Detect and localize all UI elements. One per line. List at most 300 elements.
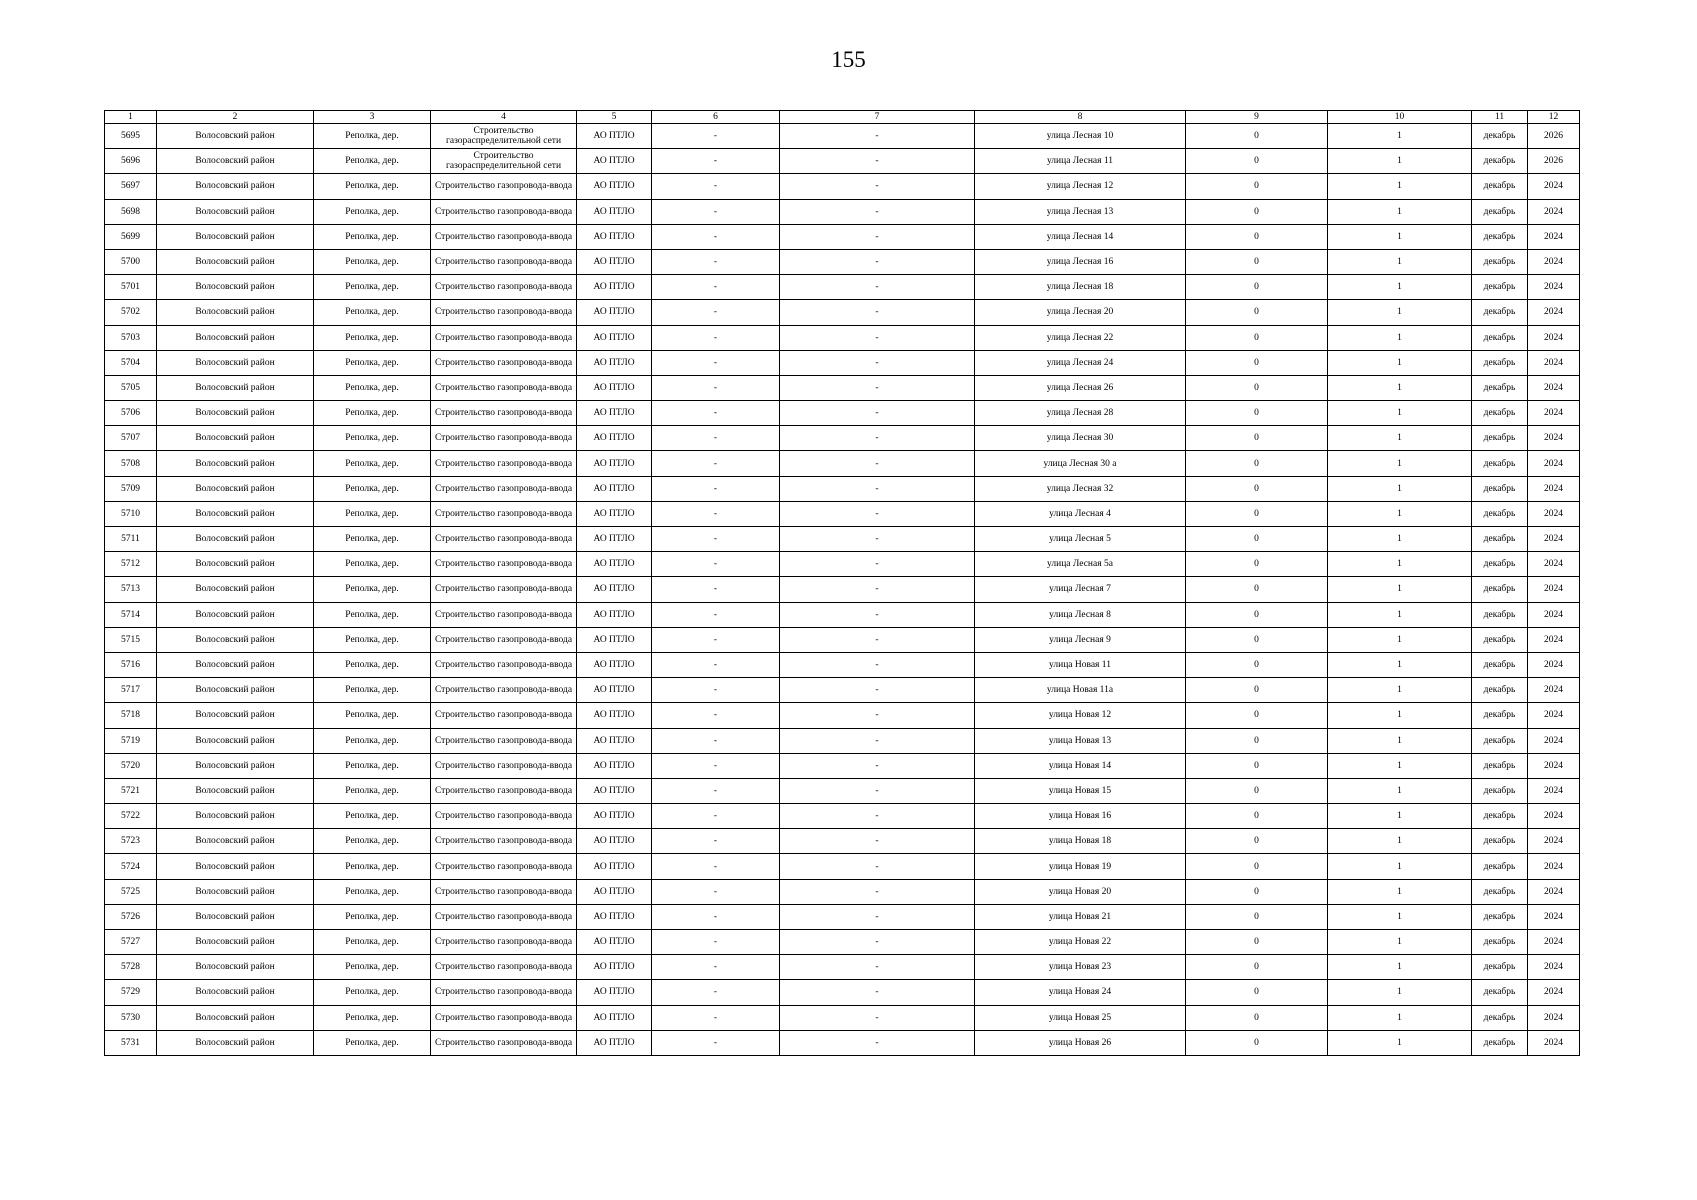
cell-year: 2024 xyxy=(1528,854,1580,879)
cell-field-6: - xyxy=(652,199,780,224)
table-row xyxy=(105,778,1580,803)
cell-value-10: 1 xyxy=(1328,577,1472,602)
cell-settlement: Реполка, дер. xyxy=(314,1005,431,1030)
cell-year: 2024 xyxy=(1528,652,1580,677)
cell-work-type: Строительство газопровода-ввода xyxy=(431,1030,577,1055)
cell-work-type: Строительство газопровода-ввода xyxy=(431,401,577,426)
cell-value-10: 1 xyxy=(1328,904,1472,929)
cell-field-7: - xyxy=(780,476,975,501)
cell-organization: АО ПТЛО xyxy=(577,275,652,300)
cell-value-10: 1 xyxy=(1328,602,1472,627)
cell-row-number: 5731 xyxy=(105,1030,157,1055)
cell-year: 2024 xyxy=(1528,375,1580,400)
cell-work-type: Строительство газопровода-ввода xyxy=(431,224,577,249)
cell-field-6: - xyxy=(652,1030,780,1055)
cell-address: улица Новая 19 xyxy=(975,854,1186,879)
cell-settlement: Реполка, дер. xyxy=(314,149,431,174)
table-row xyxy=(105,930,1580,955)
cell-work-type: Строительство газопровода-ввода xyxy=(431,602,577,627)
cell-organization: АО ПТЛО xyxy=(577,778,652,803)
cell-settlement: Реполка, дер. xyxy=(314,501,431,526)
cell-year: 2024 xyxy=(1528,350,1580,375)
cell-field-7: - xyxy=(780,703,975,728)
cell-value-10: 1 xyxy=(1328,224,1472,249)
cell-district: Волосовский район xyxy=(157,527,314,552)
cell-work-type: Строительство газопровода-ввода xyxy=(431,451,577,476)
cell-work-type: Строительство газопровода-ввода xyxy=(431,829,577,854)
cell-address: улица Новая 13 xyxy=(975,728,1186,753)
column-header-2: 2 xyxy=(157,111,314,124)
cell-row-number: 5709 xyxy=(105,476,157,501)
cell-value-9: 0 xyxy=(1186,980,1328,1005)
cell-month: декабрь xyxy=(1472,703,1528,728)
cell-settlement: Реполка, дер. xyxy=(314,753,431,778)
cell-work-type: Строительство газопровода-ввода xyxy=(431,577,577,602)
cell-row-number: 5728 xyxy=(105,955,157,980)
cell-district: Волосовский район xyxy=(157,401,314,426)
cell-address: улица Лесная 10 xyxy=(975,124,1186,149)
cell-work-type: Строительство газопровода-ввода xyxy=(431,703,577,728)
cell-work-type: Строительство газопровода-ввода xyxy=(431,1005,577,1030)
table-row xyxy=(105,1030,1580,1055)
cell-value-9: 0 xyxy=(1186,224,1328,249)
cell-work-type: Строительство газопровода-ввода xyxy=(431,904,577,929)
cell-district: Волосовский район xyxy=(157,149,314,174)
cell-month: декабрь xyxy=(1472,325,1528,350)
cell-month: декабрь xyxy=(1472,577,1528,602)
cell-district: Волосовский район xyxy=(157,652,314,677)
cell-field-7: - xyxy=(780,955,975,980)
cell-organization: АО ПТЛО xyxy=(577,451,652,476)
cell-month: декабрь xyxy=(1472,904,1528,929)
cell-month: декабрь xyxy=(1472,678,1528,703)
cell-address: улица Лесная 7 xyxy=(975,577,1186,602)
cell-value-9: 0 xyxy=(1186,879,1328,904)
cell-settlement: Реполка, дер. xyxy=(314,401,431,426)
cell-month: декабрь xyxy=(1472,627,1528,652)
cell-address: улица Новая 23 xyxy=(975,955,1186,980)
cell-address: улица Лесная 30 а xyxy=(975,451,1186,476)
cell-month: декабрь xyxy=(1472,275,1528,300)
cell-field-7: - xyxy=(780,249,975,274)
cell-value-9: 0 xyxy=(1186,501,1328,526)
cell-settlement: Реполка, дер. xyxy=(314,325,431,350)
cell-district: Волосовский район xyxy=(157,854,314,879)
cell-year: 2024 xyxy=(1528,552,1580,577)
cell-organization: АО ПТЛО xyxy=(577,325,652,350)
cell-value-10: 1 xyxy=(1328,124,1472,149)
cell-row-number: 5697 xyxy=(105,174,157,199)
column-header-11: 11 xyxy=(1472,111,1528,124)
cell-district: Волосовский район xyxy=(157,224,314,249)
cell-organization: АО ПТЛО xyxy=(577,149,652,174)
table-row xyxy=(105,325,1580,350)
cell-value-9: 0 xyxy=(1186,703,1328,728)
cell-work-type: Строительство газопровода-ввода xyxy=(431,955,577,980)
cell-address: улица Новая 26 xyxy=(975,1030,1186,1055)
cell-row-number: 5720 xyxy=(105,753,157,778)
cell-district: Волосовский район xyxy=(157,728,314,753)
cell-district: Волосовский район xyxy=(157,804,314,829)
cell-value-9: 0 xyxy=(1186,174,1328,199)
cell-value-10: 1 xyxy=(1328,375,1472,400)
cell-organization: АО ПТЛО xyxy=(577,678,652,703)
table-row xyxy=(105,249,1580,274)
cell-settlement: Реполка, дер. xyxy=(314,476,431,501)
cell-field-6: - xyxy=(652,401,780,426)
cell-month: декабрь xyxy=(1472,476,1528,501)
cell-organization: АО ПТЛО xyxy=(577,224,652,249)
column-header-1: 1 xyxy=(105,111,157,124)
cell-address: улица Лесная 5а xyxy=(975,552,1186,577)
cell-value-10: 1 xyxy=(1328,552,1472,577)
column-header-7: 7 xyxy=(780,111,975,124)
cell-value-9: 0 xyxy=(1186,249,1328,274)
cell-field-7: - xyxy=(780,224,975,249)
cell-value-10: 1 xyxy=(1328,627,1472,652)
cell-organization: АО ПТЛО xyxy=(577,426,652,451)
cell-settlement: Реполка, дер. xyxy=(314,602,431,627)
cell-field-6: - xyxy=(652,829,780,854)
cell-organization: АО ПТЛО xyxy=(577,401,652,426)
cell-month: декабрь xyxy=(1472,124,1528,149)
table-row xyxy=(105,703,1580,728)
cell-settlement: Реполка, дер. xyxy=(314,728,431,753)
cell-address: улица Новая 22 xyxy=(975,930,1186,955)
cell-field-6: - xyxy=(652,753,780,778)
cell-row-number: 5726 xyxy=(105,904,157,929)
cell-field-7: - xyxy=(780,124,975,149)
cell-month: декабрь xyxy=(1472,401,1528,426)
cell-year: 2024 xyxy=(1528,174,1580,199)
cell-field-7: - xyxy=(780,804,975,829)
cell-address: улица Лесная 28 xyxy=(975,401,1186,426)
cell-work-type: Строительство газопровода-ввода xyxy=(431,854,577,879)
cell-value-10: 1 xyxy=(1328,527,1472,552)
cell-field-7: - xyxy=(780,375,975,400)
cell-field-7: - xyxy=(780,652,975,677)
cell-field-7: - xyxy=(780,930,975,955)
table-row xyxy=(105,879,1580,904)
cell-field-6: - xyxy=(652,527,780,552)
cell-settlement: Реполка, дер. xyxy=(314,124,431,149)
cell-value-10: 1 xyxy=(1328,249,1472,274)
cell-year: 2026 xyxy=(1528,149,1580,174)
cell-district: Волосовский район xyxy=(157,904,314,929)
cell-month: декабрь xyxy=(1472,728,1528,753)
cell-row-number: 5718 xyxy=(105,703,157,728)
cell-value-10: 1 xyxy=(1328,854,1472,879)
cell-address: улица Лесная 24 xyxy=(975,350,1186,375)
cell-settlement: Реполка, дер. xyxy=(314,350,431,375)
cell-row-number: 5727 xyxy=(105,930,157,955)
cell-field-6: - xyxy=(652,375,780,400)
cell-field-6: - xyxy=(652,577,780,602)
table-row xyxy=(105,753,1580,778)
table-row xyxy=(105,552,1580,577)
cell-field-7: - xyxy=(780,753,975,778)
cell-district: Волосовский район xyxy=(157,577,314,602)
cell-value-10: 1 xyxy=(1328,300,1472,325)
cell-month: декабрь xyxy=(1472,527,1528,552)
cell-work-type: Строительство газопровода-ввода xyxy=(431,678,577,703)
cell-value-9: 0 xyxy=(1186,627,1328,652)
column-header-row-group xyxy=(105,111,1580,124)
cell-value-9: 0 xyxy=(1186,1030,1328,1055)
cell-district: Волосовский район xyxy=(157,1030,314,1055)
cell-value-10: 1 xyxy=(1328,350,1472,375)
cell-district: Волосовский район xyxy=(157,1005,314,1030)
cell-year: 2024 xyxy=(1528,980,1580,1005)
cell-value-10: 1 xyxy=(1328,1030,1472,1055)
cell-value-10: 1 xyxy=(1328,325,1472,350)
cell-value-9: 0 xyxy=(1186,275,1328,300)
cell-field-6: - xyxy=(652,249,780,274)
cell-field-7: - xyxy=(780,854,975,879)
cell-organization: АО ПТЛО xyxy=(577,300,652,325)
cell-year: 2024 xyxy=(1528,678,1580,703)
cell-organization: АО ПТЛО xyxy=(577,703,652,728)
cell-settlement: Реполка, дер. xyxy=(314,703,431,728)
cell-work-type: Строительство газопровода-ввода xyxy=(431,325,577,350)
cell-year: 2024 xyxy=(1528,577,1580,602)
cell-year: 2026 xyxy=(1528,124,1580,149)
cell-month: декабрь xyxy=(1472,1030,1528,1055)
cell-value-9: 0 xyxy=(1186,426,1328,451)
cell-year: 2024 xyxy=(1528,753,1580,778)
cell-year: 2024 xyxy=(1528,275,1580,300)
cell-address: улица Новая 12 xyxy=(975,703,1186,728)
cell-work-type: Строительство газопровода-ввода xyxy=(431,980,577,1005)
cell-month: декабрь xyxy=(1472,199,1528,224)
cell-field-7: - xyxy=(780,904,975,929)
cell-settlement: Реполка, дер. xyxy=(314,627,431,652)
cell-year: 2024 xyxy=(1528,930,1580,955)
table-row xyxy=(105,980,1580,1005)
cell-field-6: - xyxy=(652,778,780,803)
cell-value-10: 1 xyxy=(1328,174,1472,199)
cell-year: 2024 xyxy=(1528,426,1580,451)
cell-field-7: - xyxy=(780,1030,975,1055)
cell-settlement: Реполка, дер. xyxy=(314,375,431,400)
cell-work-type: Строительство газораспределительной сети xyxy=(431,124,577,149)
table-row xyxy=(105,728,1580,753)
cell-field-7: - xyxy=(780,778,975,803)
table-row xyxy=(105,678,1580,703)
cell-year: 2024 xyxy=(1528,249,1580,274)
cell-settlement: Реполка, дер. xyxy=(314,174,431,199)
cell-settlement: Реполка, дер. xyxy=(314,224,431,249)
cell-field-6: - xyxy=(652,1005,780,1030)
cell-month: декабрь xyxy=(1472,350,1528,375)
cell-value-9: 0 xyxy=(1186,451,1328,476)
cell-row-number: 5699 xyxy=(105,224,157,249)
cell-field-6: - xyxy=(652,904,780,929)
cell-value-9: 0 xyxy=(1186,527,1328,552)
cell-field-7: - xyxy=(780,577,975,602)
cell-month: декабрь xyxy=(1472,552,1528,577)
cell-address: улица Новая 11 xyxy=(975,652,1186,677)
column-header-5: 5 xyxy=(577,111,652,124)
cell-organization: АО ПТЛО xyxy=(577,829,652,854)
cell-settlement: Реполка, дер. xyxy=(314,804,431,829)
cell-value-10: 1 xyxy=(1328,678,1472,703)
cell-field-6: - xyxy=(652,426,780,451)
cell-work-type: Строительство газопровода-ввода xyxy=(431,174,577,199)
cell-organization: АО ПТЛО xyxy=(577,249,652,274)
cell-value-10: 1 xyxy=(1328,1005,1472,1030)
cell-organization: АО ПТЛО xyxy=(577,552,652,577)
cell-work-type: Строительство газопровода-ввода xyxy=(431,753,577,778)
cell-field-7: - xyxy=(780,678,975,703)
cell-value-10: 1 xyxy=(1328,753,1472,778)
cell-district: Волосовский район xyxy=(157,426,314,451)
cell-settlement: Реполка, дер. xyxy=(314,980,431,1005)
cell-district: Волосовский район xyxy=(157,955,314,980)
cell-field-6: - xyxy=(652,627,780,652)
table-row xyxy=(105,451,1580,476)
cell-field-6: - xyxy=(652,652,780,677)
cell-value-10: 1 xyxy=(1328,804,1472,829)
cell-year: 2024 xyxy=(1528,401,1580,426)
cell-field-6: - xyxy=(652,955,780,980)
cell-year: 2024 xyxy=(1528,527,1580,552)
cell-address: улица Новая 15 xyxy=(975,778,1186,803)
cell-organization: АО ПТЛО xyxy=(577,577,652,602)
cell-value-9: 0 xyxy=(1186,476,1328,501)
cell-value-9: 0 xyxy=(1186,325,1328,350)
cell-value-10: 1 xyxy=(1328,778,1472,803)
cell-value-9: 0 xyxy=(1186,904,1328,929)
cell-row-number: 5705 xyxy=(105,375,157,400)
cell-work-type: Строительство газопровода-ввода xyxy=(431,728,577,753)
cell-organization: АО ПТЛО xyxy=(577,879,652,904)
cell-settlement: Реполка, дер. xyxy=(314,451,431,476)
cell-district: Волосовский район xyxy=(157,753,314,778)
cell-month: декабрь xyxy=(1472,224,1528,249)
table-row xyxy=(105,829,1580,854)
table-row xyxy=(105,854,1580,879)
table-body xyxy=(105,124,1580,1056)
cell-value-10: 1 xyxy=(1328,955,1472,980)
cell-address: улица Лесная 18 xyxy=(975,275,1186,300)
cell-row-number: 5700 xyxy=(105,249,157,274)
cell-settlement: Реполка, дер. xyxy=(314,678,431,703)
cell-address: улица Новая 11а xyxy=(975,678,1186,703)
cell-address: улица Лесная 32 xyxy=(975,476,1186,501)
cell-work-type: Строительство газопровода-ввода xyxy=(431,527,577,552)
cell-field-7: - xyxy=(780,879,975,904)
cell-district: Волосовский район xyxy=(157,980,314,1005)
cell-month: декабрь xyxy=(1472,804,1528,829)
cell-address: улица Новая 20 xyxy=(975,879,1186,904)
cell-organization: АО ПТЛО xyxy=(577,728,652,753)
cell-year: 2024 xyxy=(1528,1030,1580,1055)
cell-district: Волосовский район xyxy=(157,930,314,955)
cell-work-type: Строительство газопровода-ввода xyxy=(431,375,577,400)
cell-organization: АО ПТЛО xyxy=(577,501,652,526)
cell-row-number: 5710 xyxy=(105,501,157,526)
table-row xyxy=(105,955,1580,980)
cell-settlement: Реполка, дер. xyxy=(314,577,431,602)
cell-organization: АО ПТЛО xyxy=(577,375,652,400)
cell-value-9: 0 xyxy=(1186,149,1328,174)
cell-settlement: Реполка, дер. xyxy=(314,930,431,955)
cell-value-9: 0 xyxy=(1186,375,1328,400)
cell-month: декабрь xyxy=(1472,955,1528,980)
cell-month: декабрь xyxy=(1472,879,1528,904)
cell-district: Волосовский район xyxy=(157,602,314,627)
cell-year: 2024 xyxy=(1528,501,1580,526)
cell-row-number: 5730 xyxy=(105,1005,157,1030)
cell-row-number: 5714 xyxy=(105,602,157,627)
cell-row-number: 5702 xyxy=(105,300,157,325)
cell-row-number: 5708 xyxy=(105,451,157,476)
cell-organization: АО ПТЛО xyxy=(577,804,652,829)
cell-field-6: - xyxy=(652,124,780,149)
cell-district: Волосовский район xyxy=(157,325,314,350)
cell-organization: АО ПТЛО xyxy=(577,955,652,980)
cell-address: улица Лесная 9 xyxy=(975,627,1186,652)
cell-address: улица Новая 16 xyxy=(975,804,1186,829)
cell-settlement: Реполка, дер. xyxy=(314,904,431,929)
cell-value-9: 0 xyxy=(1186,652,1328,677)
cell-value-9: 0 xyxy=(1186,350,1328,375)
cell-month: декабрь xyxy=(1472,753,1528,778)
cell-month: декабрь xyxy=(1472,854,1528,879)
cell-settlement: Реполка, дер. xyxy=(314,199,431,224)
table-row xyxy=(105,602,1580,627)
cell-district: Волосовский район xyxy=(157,829,314,854)
cell-work-type: Строительство газопровода-ввода xyxy=(431,879,577,904)
cell-row-number: 5724 xyxy=(105,854,157,879)
cell-value-9: 0 xyxy=(1186,804,1328,829)
cell-year: 2024 xyxy=(1528,476,1580,501)
cell-field-6: - xyxy=(652,930,780,955)
cell-address: улица Новая 25 xyxy=(975,1005,1186,1030)
cell-field-7: - xyxy=(780,350,975,375)
cell-value-9: 0 xyxy=(1186,678,1328,703)
cell-year: 2024 xyxy=(1528,804,1580,829)
cell-address: улица Лесная 11 xyxy=(975,149,1186,174)
cell-address: улица Лесная 14 xyxy=(975,224,1186,249)
cell-field-7: - xyxy=(780,602,975,627)
cell-settlement: Реполка, дер. xyxy=(314,955,431,980)
cell-value-10: 1 xyxy=(1328,199,1472,224)
cell-value-10: 1 xyxy=(1328,829,1472,854)
cell-field-6: - xyxy=(652,703,780,728)
cell-address: улица Новая 18 xyxy=(975,829,1186,854)
cell-value-9: 0 xyxy=(1186,300,1328,325)
cell-field-6: - xyxy=(652,854,780,879)
cell-district: Волосовский район xyxy=(157,703,314,728)
cell-address: улица Лесная 5 xyxy=(975,527,1186,552)
cell-district: Волосовский район xyxy=(157,275,314,300)
cell-field-6: - xyxy=(652,224,780,249)
cell-value-9: 0 xyxy=(1186,1005,1328,1030)
table-row xyxy=(105,149,1580,174)
cell-organization: АО ПТЛО xyxy=(577,753,652,778)
table-row xyxy=(105,804,1580,829)
cell-month: декабрь xyxy=(1472,602,1528,627)
cell-field-7: - xyxy=(780,149,975,174)
cell-settlement: Реполка, дер. xyxy=(314,275,431,300)
cell-organization: АО ПТЛО xyxy=(577,199,652,224)
cell-field-7: - xyxy=(780,300,975,325)
cell-month: декабрь xyxy=(1472,501,1528,526)
cell-month: декабрь xyxy=(1472,375,1528,400)
cell-address: улица Новая 24 xyxy=(975,980,1186,1005)
